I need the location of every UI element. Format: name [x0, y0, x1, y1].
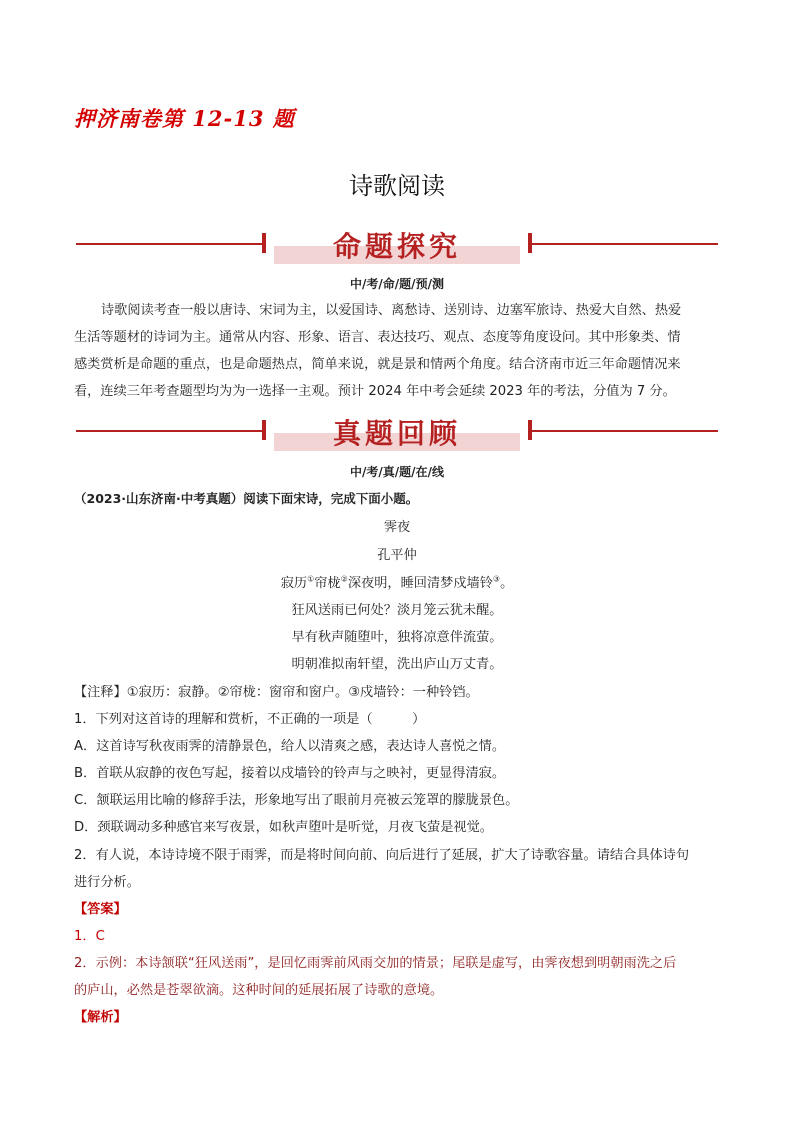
- answer-2-line-2: 的庐山，必然是苍翠欲滴。这种时间的延展拓展了诗歌的意境。: [74, 983, 444, 998]
- page-header-title: 押济南卷第 12-13 题: [74, 106, 295, 131]
- poem-line-3: 早有秋声随堕叶，独将凉意伴流萤。: [291, 630, 503, 645]
- poem-text: 寂历: [280, 576, 308, 591]
- poem-line-4: 明朝准拟南轩望，洗出庐山万丈青。: [291, 657, 503, 672]
- banner-line-left: [76, 243, 262, 245]
- intro-line: 生活等题材的诗词为主。通常从内容、形象、语言、表达技巧、观点、态度等角度设问。其中形象类、情: [74, 330, 681, 345]
- banner-line-right: [530, 243, 718, 245]
- question-2-line-1: 2．有人说，本诗诗境不限于雨霁，而是将时间向前、向后进行了延展，扩大了诗歌容量。请结合具体诗句: [74, 848, 690, 863]
- section-subhead: 中/考/命/题/预/测: [350, 277, 444, 291]
- poem-text: 。: [500, 576, 514, 591]
- option-d: D．颈联调动多种感官来写夜景，如秋声堕叶是听觉，月夜飞萤是视觉。: [74, 820, 493, 835]
- poem-line-2: 狂风送雨已何处？淡月笼云犹未醒。: [291, 603, 503, 618]
- intro-line: 感类赏析是命题的重点，也是命题热点，简单来说，就是景和情两个角度。结合济南市近三年命题情况来: [74, 357, 681, 372]
- question-2-line-2: 进行分析。: [74, 875, 140, 890]
- banner-box: [274, 224, 520, 264]
- document-title: 诗歌阅读: [349, 172, 445, 200]
- section-banner-mingti: [76, 224, 718, 264]
- banner-bar-left: [262, 420, 266, 440]
- banner-label: 命题探究: [332, 230, 461, 263]
- poem-author: 孔平仲: [377, 548, 417, 563]
- banner-bar-left: [262, 233, 266, 253]
- analysis-label: 【解析】: [74, 1010, 127, 1025]
- question-1: 1．下列对这首诗的理解和赏析，不正确的一项是（ ）: [74, 712, 426, 727]
- answer-2-line-1: 2．示例：本诗颔联“狂风送雨”，是回忆雨霁前风雨交加的情景；尾联是虚写，由霁夜想到明朝雨洗之后: [74, 956, 677, 971]
- poem-title: 霁夜: [383, 520, 411, 535]
- poem-line-1: [0, 572, 794, 591]
- poem-text: 深夜明，睡回清梦戍墙铃: [347, 576, 493, 591]
- section-subhead: 中/考/真/题/在/线: [350, 465, 444, 479]
- option-b: B．首联从寂静的夜色写起，接着以戍墙铃的铃声与之映衬，更显得清寂。: [74, 766, 506, 781]
- banner-label: 真题回顾: [332, 417, 461, 450]
- poem-text: 帘栊: [314, 576, 341, 591]
- footnote-mark: ①: [307, 574, 315, 584]
- intro-line: 看，连续三年考查题型均为为一选择一主观。预计 2024 年中考会延续 2023 年的考法，分值为 7 分。: [74, 384, 676, 399]
- footnote-mark: ②: [340, 574, 348, 584]
- footnote-mark: ③: [492, 574, 501, 584]
- intro-line-text: 诗歌阅读考查一般以唐诗、宋词为主，以爱国诗、离愁诗、送别诗、边塞军旅诗、热爱大自然、热爱: [101, 303, 682, 318]
- answer-1: 1．C: [74, 929, 105, 944]
- banner-line-left: [76, 430, 262, 432]
- option-c: C．颔联运用比喻的修辞手法，形象地写出了眼前月亮被云笼罩的朦胧景色。: [74, 793, 519, 808]
- intro-paragraph: [74, 297, 720, 405]
- banner-line-right: [530, 430, 718, 432]
- question-source: （2023·山东济南·中考真题）阅读下面宋诗，完成下面小题。: [74, 491, 419, 506]
- banner-box: [274, 411, 520, 451]
- answer-label: 【答案】: [74, 902, 127, 917]
- intro-line: [74, 297, 720, 324]
- poem-notes: 【注释】①寂历：寂静。②帘栊：窗帘和窗户。③戍墙铃：一种铃铛。: [74, 685, 479, 700]
- section-banner-zhenti: [76, 411, 718, 451]
- option-a: A．这首诗写秋夜雨霁的清静景色，给人以清爽之感，表达诗人喜悦之情。: [74, 739, 506, 754]
